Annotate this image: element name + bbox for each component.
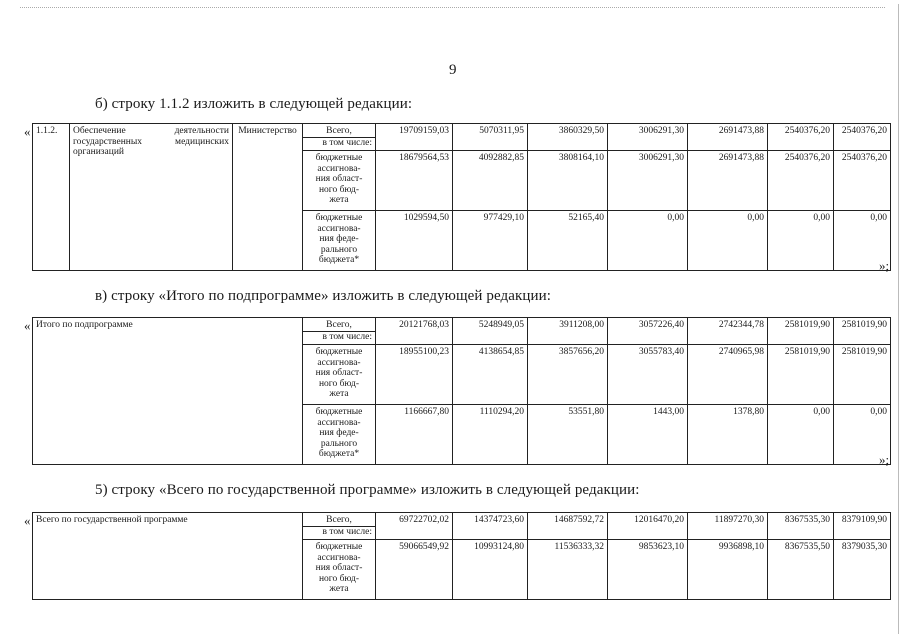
- cell-total-3: 3911208,00: [528, 318, 608, 345]
- cell-regional-7: 8379035,30: [834, 540, 891, 600]
- row-name: Всего по государственной программе: [33, 513, 303, 600]
- cell-total-1: 20121768,03: [376, 318, 453, 345]
- cell-total-7: 2581019,90: [834, 318, 891, 345]
- quote-open-2: «: [24, 318, 31, 333]
- cell-regional-5: 9936898,10: [688, 540, 768, 600]
- quote-open-3: «: [24, 513, 31, 528]
- cell-regional-3: 3857656,20: [528, 345, 608, 405]
- cell-federal-5: 0,00: [688, 211, 768, 271]
- cell-regional-5: 2740965,98: [688, 345, 768, 405]
- cell-federal-4: 1443,00: [608, 405, 688, 465]
- cell-regional-6: 2540376,20: [768, 151, 834, 211]
- cell-total-5: 11897270,30: [688, 513, 768, 540]
- table-row-1-1-2: [32, 123, 891, 271]
- cell-total-4: 12016470,20: [608, 513, 688, 540]
- cell-regional-6: 8367535,50: [768, 540, 834, 600]
- source-total: Всего, в том числе:: [303, 513, 376, 540]
- cell-federal-4: 0,00: [608, 211, 688, 271]
- cell-total-6: 2540376,20: [768, 124, 834, 151]
- cell-total-6: 2581019,90: [768, 318, 834, 345]
- cell-federal-2: 1110294,20: [453, 405, 528, 465]
- row-name: Итого по подпрограмме: [33, 318, 303, 465]
- cell-total-1: 19709159,03: [376, 124, 453, 151]
- cell-regional-1: 18679564,53: [376, 151, 453, 211]
- table-program-total: [32, 512, 891, 600]
- row-name: Обеспечение деятельности государственных медицинских организаций: [70, 124, 233, 271]
- source-regional: бюджетные ассигнова- ния област- ного бюд- жета: [303, 540, 376, 600]
- source-total: Всего, в том числе:: [303, 318, 376, 345]
- cell-federal-5: 1378,80: [688, 405, 768, 465]
- quote-open-1: «: [24, 124, 31, 139]
- cell-federal-1: 1166667,80: [376, 405, 453, 465]
- cell-regional-1: 59066549,92: [376, 540, 453, 600]
- row-executor: Министерство: [233, 124, 303, 271]
- source-regional: бюджетные ассигнова- ния област- ного бюд- жета: [303, 151, 376, 211]
- heading-subprogram-total: в) строку «Итого по подпрограмме» изложить в следующей редакции:: [95, 288, 552, 304]
- cell-federal-3: 53551,80: [528, 405, 608, 465]
- cell-regional-4: 3055783,40: [608, 345, 688, 405]
- scan-artifact-line: [20, 7, 885, 8]
- heading-row-1-1-2: б) строку 1.1.2 изложить в следующей редакции:: [95, 96, 413, 112]
- cell-regional-2: 10993124,80: [453, 540, 528, 600]
- source-total: Всего, в том числе:: [303, 124, 376, 151]
- table-subprogram-total: [32, 317, 891, 465]
- cell-total-7: 8379109,90: [834, 513, 891, 540]
- cell-regional-1: 18955100,23: [376, 345, 453, 405]
- cell-federal-7: 0,00: [834, 405, 891, 465]
- quote-close-2: »;: [879, 452, 890, 467]
- cell-total-5: 2691473,88: [688, 124, 768, 151]
- row-code: 1.1.2.: [33, 124, 70, 271]
- cell-regional-7: 2581019,90: [834, 345, 891, 405]
- page-number: 9: [449, 62, 457, 78]
- cell-total-7: 2540376,20: [834, 124, 891, 151]
- cell-regional-5: 2691473,88: [688, 151, 768, 211]
- cell-federal-6: 0,00: [768, 211, 834, 271]
- cell-total-2: 14374723,60: [453, 513, 528, 540]
- cell-total-6: 8367535,30: [768, 513, 834, 540]
- heading-program-total: 5) строку «Всего по государственной программе» изложить в следующей редакции:: [95, 482, 640, 498]
- cell-total-4: 3057226,40: [608, 318, 688, 345]
- cell-regional-3: 11536333,32: [528, 540, 608, 600]
- cell-federal-1: 1029594,50: [376, 211, 453, 271]
- cell-federal-7: 0,00: [834, 211, 891, 271]
- cell-total-3: 14687592,72: [528, 513, 608, 540]
- cell-regional-6: 2581019,90: [768, 345, 834, 405]
- cell-total-1: 69722702,02: [376, 513, 453, 540]
- cell-total-5: 2742344,78: [688, 318, 768, 345]
- cell-regional-2: 4092882,85: [453, 151, 528, 211]
- source-federal: бюджетные ассигнова- ния феде- рального бюджета*: [303, 211, 376, 271]
- cell-total-4: 3006291,30: [608, 124, 688, 151]
- cell-total-3: 3860329,50: [528, 124, 608, 151]
- source-regional: бюджетные ассигнова- ния област- ного бюд- жета: [303, 345, 376, 405]
- cell-regional-3: 3808164,10: [528, 151, 608, 211]
- cell-regional-4: 9853623,10: [608, 540, 688, 600]
- source-federal: бюджетные ассигнова- ния феде- рального бюджета*: [303, 405, 376, 465]
- cell-regional-2: 4138654,85: [453, 345, 528, 405]
- quote-close-1: »;: [879, 258, 890, 273]
- cell-federal-2: 977429,10: [453, 211, 528, 271]
- cell-total-2: 5070311,95: [453, 124, 528, 151]
- cell-regional-7: 2540376,20: [834, 151, 891, 211]
- cell-total-2: 5248949,05: [453, 318, 528, 345]
- cell-regional-4: 3006291,30: [608, 151, 688, 211]
- cell-federal-6: 0,00: [768, 405, 834, 465]
- cell-federal-3: 52165,40: [528, 211, 608, 271]
